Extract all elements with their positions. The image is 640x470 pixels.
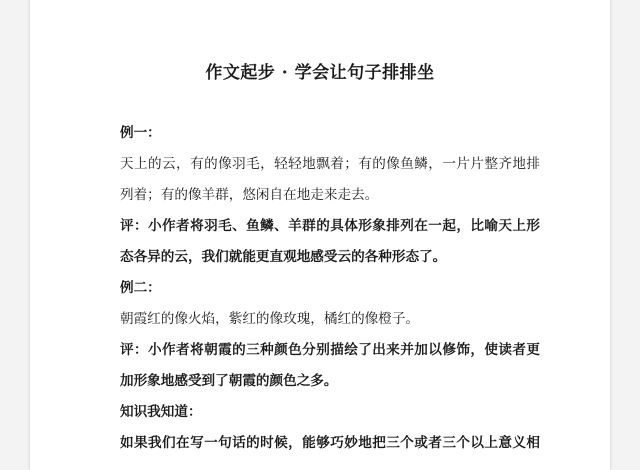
paragraph-line: 评：小作者将羽毛、鱼鳞、羊群的具体形象排列在一起，比喻天上形: [120, 218, 540, 234]
paragraph-line: 如果我们在写一句话的时候，能够巧妙地把三个或者三个以上意义相: [120, 435, 540, 451]
document-page: [30, 0, 610, 470]
paragraph-line: 例一：: [120, 125, 161, 141]
paragraph-line: 天上的云，有的像羽毛，轻轻地飘着；有的像鱼鳞，一片片整齐地排: [120, 156, 540, 172]
paragraph-line: 加形象地感受到了朝霞的颜色之多。: [120, 373, 338, 389]
paragraph-line: 朝霞红的像火焰，紫红的像玫瑰，橘红的像橙子。: [120, 311, 420, 327]
paragraph-line: 评：小作者将朝霞的三种颜色分别描绘了出来并加以修饰，使读者更: [120, 342, 540, 358]
document-body: [120, 118, 540, 459]
paragraph-line: 列着；有的像羊群，悠闲自在地走来走去。: [120, 187, 379, 203]
paragraph-line: 知识我知道：: [120, 404, 202, 420]
paragraph-line: 例二：: [120, 280, 161, 296]
paragraph-line: 态各异的云，我们就能更直观地感受云的各种形态了。: [120, 249, 447, 265]
page-title: 作文起步 · 学会让句子排排坐: [205, 63, 435, 83]
